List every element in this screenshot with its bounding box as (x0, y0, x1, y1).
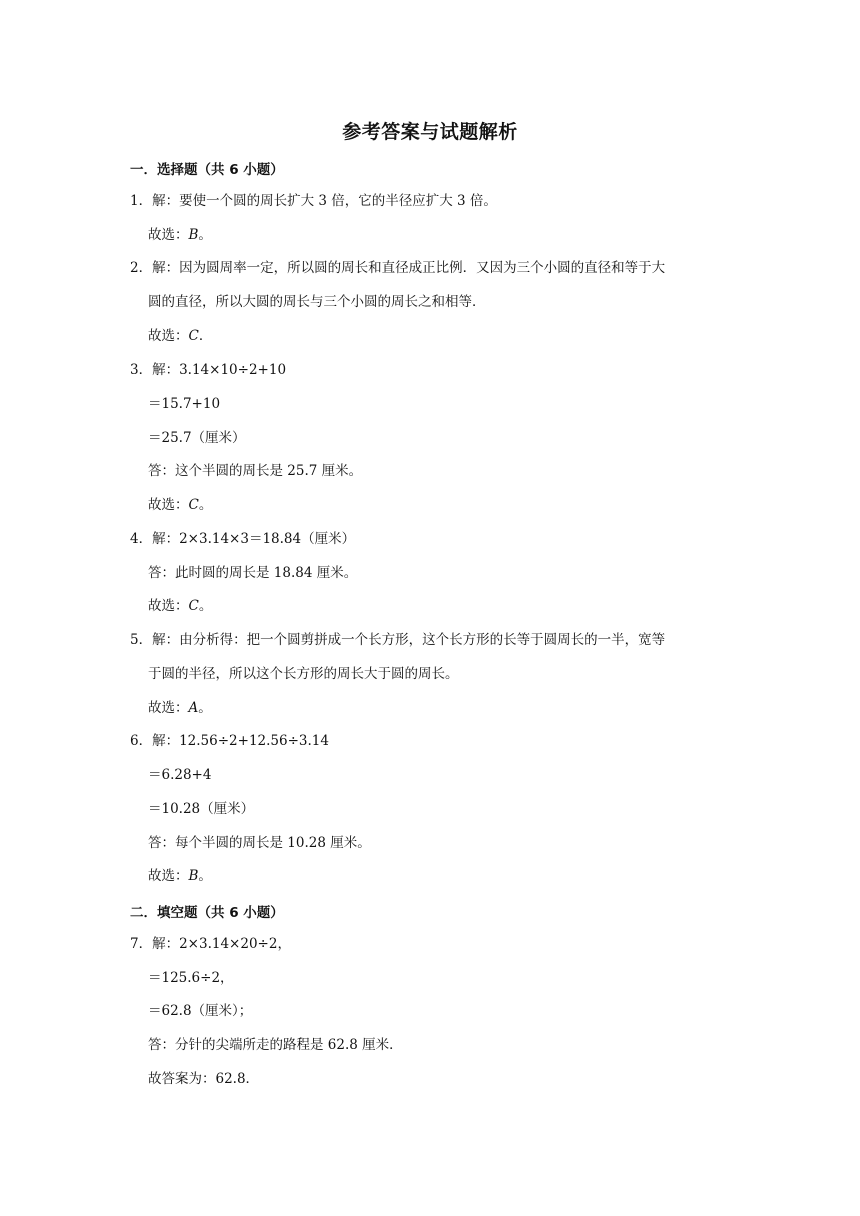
answer-line: 5．解：由分析得：把一个圆剪拼成一个长方形，这个长方形的长等于圆周长的一半，宽等 (130, 632, 666, 648)
answer-choice: 故选：A。 (148, 700, 212, 716)
answer-line: 4．解：2×3.14×3＝18.84（厘米） (130, 531, 356, 547)
answer-line: 6．解：12.56÷2+12.56÷3.14 (130, 733, 329, 749)
answer-line: 答：这个半圆的周长是 25.7 厘米。 (148, 463, 363, 479)
answer-choice: 故选：B。 (148, 227, 212, 243)
answer-line: ＝25.7（厘米） (148, 430, 246, 446)
answer-choice: 故选：C。 (148, 598, 213, 614)
answer-line: 圆的直径，所以大圆的周长与三个小圆的周长之和相等． (148, 294, 486, 310)
section-heading-choice: 一．选择题（共 6 小题） (130, 162, 284, 178)
answer-line: 答：分针的尖端所走的路程是 62.8 厘米． (148, 1037, 403, 1053)
answer-line: 7．解：2×3.14×20÷2， (130, 936, 291, 952)
answer-line: ＝62.8（厘米）； (148, 1003, 253, 1019)
answer-line: 3．解：3.14×10÷2+10 (130, 362, 287, 378)
answer-choice: 故选：C。 (148, 497, 213, 513)
answer-line: 答：每个半圆的周长是 10.28 厘米。 (148, 835, 371, 851)
section-heading-fill: 二．填空题（共 6 小题） (130, 905, 284, 921)
answer-choice: 故选：C． (148, 328, 213, 344)
page-title: 参考答案与试题解析 (342, 121, 518, 143)
answer-final: 故答案为：62.8． (148, 1071, 260, 1087)
answer-line: ＝15.7+10 (148, 396, 221, 412)
answer-line: ＝125.6÷2， (148, 970, 234, 986)
answer-choice: 故选：B。 (148, 868, 212, 884)
answer-line: ＝6.28+4 (148, 767, 212, 783)
answer-line: 2．解：因为圆周率一定，所以圆的周长和直径成正比例．又因为三个小圆的直径和等于大 (130, 260, 666, 276)
answer-line: ＝10.28（厘米） (148, 801, 255, 817)
answer-line: 于圆的半径，所以这个长方形的周长大于圆的周长。 (148, 666, 459, 682)
answer-line: 1．解：要使一个圆的周长扩大 3 倍，它的半径应扩大 3 倍。 (130, 193, 497, 209)
answer-line: 答：此时圆的周长是 18.84 厘米。 (148, 565, 358, 581)
